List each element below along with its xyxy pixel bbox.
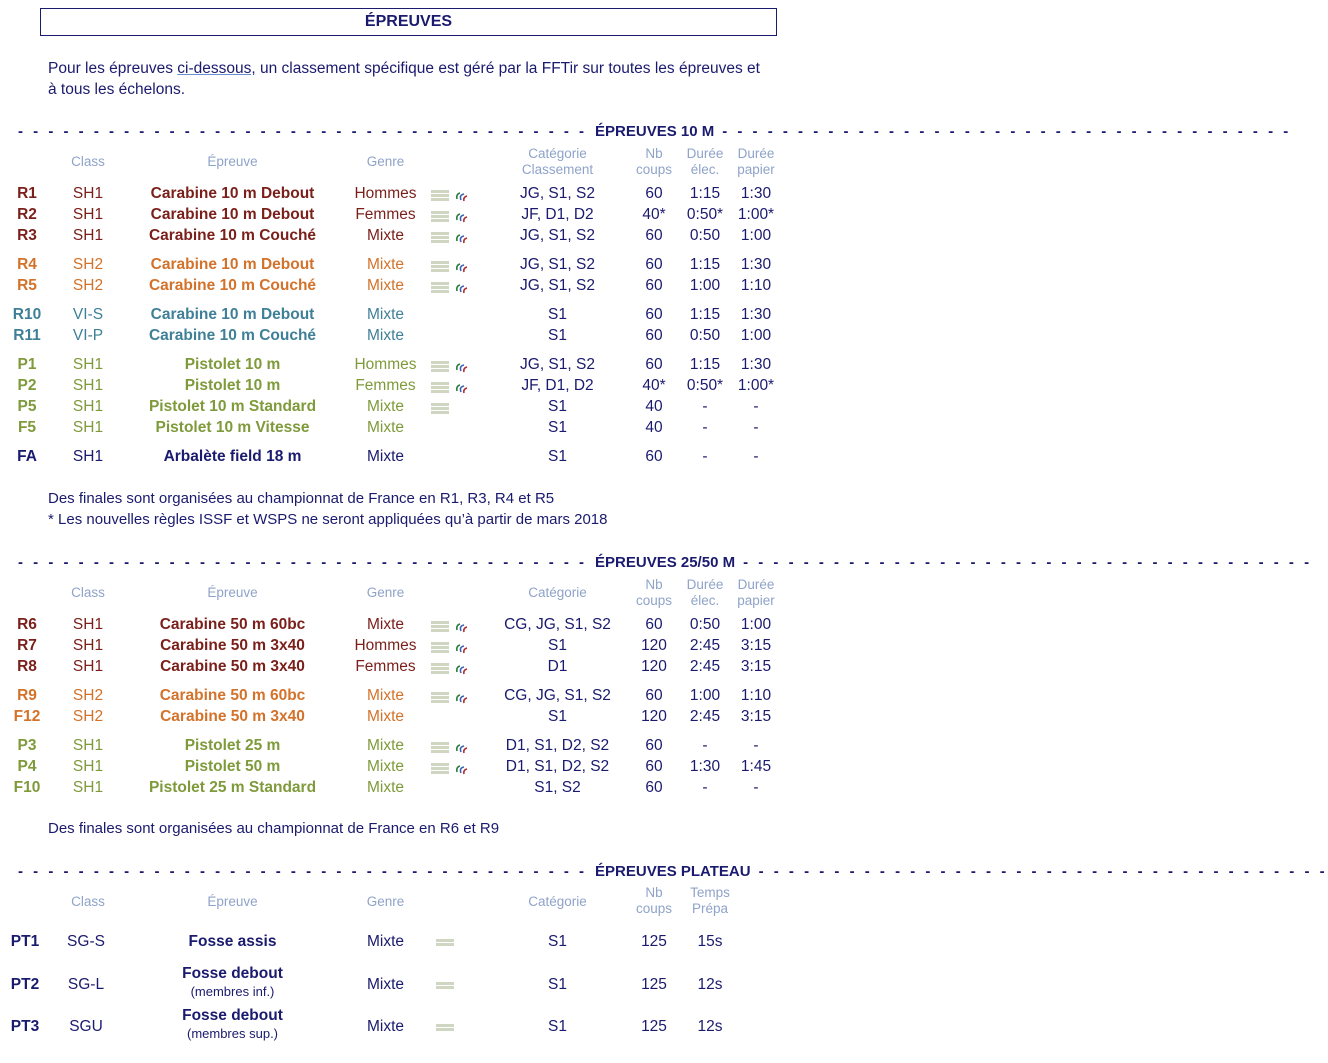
event-duree-papier: 1:00 (740, 227, 772, 244)
header-categorie: Catégorie (528, 585, 587, 600)
event-class: SH1 (72, 779, 104, 796)
event-categorie: JG, S1, S2 (520, 227, 595, 244)
event-duree-elec: 1:15 (689, 356, 721, 373)
event-categorie: JG, S1, S2 (520, 256, 595, 273)
event-name: Carabine 10 m Debout (150, 206, 315, 223)
table-row (0, 656, 800, 677)
shooting-sport-logo-icon (431, 260, 449, 270)
header-elec-line1: Durée (686, 146, 724, 161)
event-nb-coups: 120 (641, 658, 667, 675)
table-row (0, 1007, 800, 1052)
paralympic-agitos-icon (455, 761, 469, 773)
event-duree-papier: 1:45 (740, 758, 772, 775)
event-nb-coups: 125 (641, 976, 667, 993)
paralympic-agitos-icon (455, 661, 469, 673)
event-nb-coups: 60 (645, 448, 663, 465)
event-nb-coups: 120 (641, 708, 667, 725)
event-code: F5 (17, 419, 37, 436)
shooting-sport-logo-icon (431, 210, 449, 220)
event-code: P4 (17, 758, 37, 775)
event-categorie: D1 (547, 658, 568, 675)
event-categorie: S1 (548, 933, 567, 950)
event-categorie: S1 (548, 1018, 567, 1035)
table-row (0, 183, 800, 204)
table-row (0, 446, 800, 467)
paralympic-agitos-icon (455, 690, 469, 702)
event-genre: Hommes (354, 185, 417, 202)
event-nb-coups: 40* (642, 206, 666, 223)
event-nb-coups: 40 (645, 419, 663, 436)
event-code: P3 (17, 737, 37, 754)
paralympic-agitos-icon (455, 359, 469, 371)
paralympic-agitos-icon (455, 740, 469, 752)
event-code: R2 (17, 206, 37, 223)
table-row (0, 396, 800, 417)
table-row (0, 375, 800, 396)
event-genre: Mixte (366, 227, 405, 244)
event-code: PT1 (10, 933, 40, 950)
event-code: PT3 (10, 1018, 40, 1035)
header-epreuve: Épreuve (207, 154, 258, 169)
event-nb-coups: 60 (645, 256, 663, 273)
event-nb-coups: 60 (645, 356, 663, 373)
event-subtitle: (membres inf.) (190, 984, 275, 999)
event-nb-coups: 60 (645, 737, 663, 754)
header-nb-line1: Nb (645, 885, 663, 900)
intro-underlined: ci-dessous, (177, 60, 256, 77)
paralympic-agitos-icon (455, 230, 469, 242)
header-genre: Genre (366, 894, 405, 909)
event-class: SG-S (67, 933, 105, 950)
table-row (0, 254, 800, 275)
event-duree-papier: 1:00 (740, 616, 772, 633)
header-categorie (495, 146, 620, 178)
event-name: Carabine 10 m Debout (150, 256, 315, 273)
event-duree-papier: 1:00 (740, 327, 772, 344)
table-row (0, 275, 800, 296)
event-genre: Mixte (366, 327, 405, 344)
shooting-sport-logo-icon (431, 691, 449, 701)
event-class: SH1 (72, 227, 104, 244)
event-duree-papier: 1:00* (737, 206, 775, 223)
table-row (0, 965, 800, 1010)
shooting-sport-logo-icon (431, 360, 449, 370)
event-genre: Mixte (366, 306, 405, 323)
event-categorie: S1, S2 (534, 779, 581, 796)
event-genre: Mixte (366, 1018, 405, 1035)
event-genre: Femmes (355, 658, 416, 675)
event-categorie: S1 (548, 327, 567, 344)
event-name: Pistolet 25 m Standard (148, 779, 317, 796)
event-name: Carabine 10 m Couché (148, 227, 317, 244)
event-duree-papier: 1:30 (740, 306, 772, 323)
event-categorie: JG, S1, S2 (520, 356, 595, 373)
event-categorie: JF, D1, D2 (521, 377, 594, 394)
event-duree-papier: 1:30 (740, 256, 772, 273)
event-nb-coups: 60 (645, 327, 663, 344)
event-duree-elec: 0:50 (689, 227, 721, 244)
event-genre: Femmes (355, 206, 416, 223)
header-categorie: Catégorie (528, 894, 587, 909)
event-nb-coups: 60 (645, 306, 663, 323)
paralympic-agitos-icon (455, 209, 469, 221)
header-nb (632, 146, 676, 178)
event-name: Carabine 10 m Couché (148, 277, 317, 294)
event-duree-elec: 0:50* (686, 377, 724, 394)
shooting-sport-logo-icon (431, 189, 449, 199)
table-row (0, 354, 800, 375)
event-categorie: JF, D1, D2 (521, 206, 594, 223)
table-row (0, 614, 800, 635)
event-temps-prepa: 12s (697, 976, 723, 993)
event-duree-elec: 1:00 (689, 277, 721, 294)
header-elec (679, 577, 731, 609)
event-duree-elec: 2:45 (689, 658, 721, 675)
table-row (0, 777, 800, 798)
header-temps-line2: Prépa (691, 901, 729, 916)
header-temps (679, 885, 741, 917)
event-nb-coups: 60 (645, 616, 663, 633)
event-duree-elec: - (702, 398, 708, 415)
section-10m-title: ÉPREUVES 10 M (595, 122, 715, 140)
event-duree-papier: 1:10 (740, 277, 772, 294)
event-categorie: JG, S1, S2 (520, 277, 595, 294)
event-genre: Mixte (366, 758, 405, 775)
table-row (0, 225, 800, 246)
event-class: SGU (69, 1018, 103, 1035)
shooting-sport-logo-icon (436, 938, 454, 948)
header-nb-line2: coups (635, 162, 673, 177)
event-code: P2 (17, 377, 37, 394)
header-elec-line2: élec. (690, 162, 720, 177)
table-row (0, 756, 800, 777)
shooting-sport-logo-icon (431, 620, 449, 630)
event-duree-papier: 3:15 (740, 658, 772, 675)
shooting-sport-logo-icon (431, 231, 449, 241)
event-duree-papier: - (753, 737, 759, 754)
header-genre: Genre (366, 154, 405, 169)
event-categorie: S1 (548, 398, 567, 415)
event-nb-coups: 60 (645, 779, 663, 796)
event-duree-elec: 1:00 (689, 687, 721, 704)
event-genre: Mixte (366, 448, 405, 465)
paralympic-agitos-icon (455, 380, 469, 392)
shooting-sport-logo-icon (431, 741, 449, 751)
event-name: Fosse assis (188, 933, 277, 950)
event-code: R9 (17, 687, 37, 704)
event-nb-coups: 125 (641, 1018, 667, 1035)
intro-part2: un classement spécifique est géré par la FFTir sur toutes les épreuves et à tous les échelons. (48, 60, 760, 98)
header-nb-line1: Nb (645, 146, 663, 161)
event-class: SH2 (72, 256, 104, 273)
event-nb-coups: 125 (641, 933, 667, 950)
shooting-sport-logo-icon (431, 662, 449, 672)
table-row (0, 635, 800, 656)
event-code: R6 (17, 616, 37, 633)
event-nb-coups: 60 (645, 185, 663, 202)
event-class: SH1 (72, 356, 104, 373)
shooting-sport-logo-icon (436, 1023, 454, 1033)
event-class: SH1 (72, 616, 104, 633)
event-temps-prepa: 15s (697, 933, 723, 950)
event-duree-elec: - (702, 419, 708, 436)
event-genre: Hommes (354, 637, 417, 654)
event-name: Carabine 50 m 3x40 (160, 658, 305, 675)
event-categorie: S1 (548, 448, 567, 465)
event-name: Pistolet 50 m (184, 758, 281, 775)
header-papier (730, 577, 782, 609)
event-duree-papier: 3:15 (740, 637, 772, 654)
event-code: F10 (13, 779, 41, 796)
shooting-sport-logo-icon (431, 402, 449, 412)
event-duree-elec: 0:50 (689, 327, 721, 344)
section-plateau-heading: - - - - - - - - - - - - - - - - - - - - - - - - - - - - - - - - - - - - - - ÉPREUVES PLATEAU - - - - - - - - - - - - - - - - - - - - - - - - - - - - - - - - - - - - - - (18, 862, 1328, 880)
event-class: SH1 (72, 398, 104, 415)
event-duree-elec: - (702, 737, 708, 754)
event-genre: Mixte (366, 256, 405, 273)
event-duree-papier: - (753, 398, 759, 415)
event-code: R11 (13, 327, 41, 344)
paralympic-agitos-icon (455, 259, 469, 271)
event-code: R8 (17, 658, 37, 675)
header-nb-line2: coups (635, 901, 673, 916)
shooting-sport-logo-icon (431, 281, 449, 291)
event-nb-coups: 60 (645, 227, 663, 244)
event-duree-elec: - (702, 779, 708, 796)
event-name: Fosse debout (182, 1007, 283, 1024)
header-elec (679, 146, 731, 178)
header-elec-line1: Durée (686, 577, 724, 592)
event-code: R3 (17, 227, 37, 244)
event-categorie: S1 (548, 708, 567, 725)
section-2550m-title: ÉPREUVES 25/50 M (595, 553, 736, 571)
event-class: SH1 (72, 658, 104, 675)
event-genre: Mixte (366, 687, 405, 704)
table-row (0, 304, 800, 325)
event-genre: Mixte (366, 933, 405, 950)
event-name: Carabine 50 m 3x40 (160, 637, 305, 654)
event-code: PT2 (10, 976, 40, 993)
header-pap-line1: Durée (737, 146, 775, 161)
header-nb (632, 885, 676, 917)
event-name: Pistolet 25 m (184, 737, 281, 754)
event-categorie: CG, JG, S1, S2 (504, 687, 611, 704)
rules-note-10m: * Les nouvelles règles ISSF et WSPS ne seront appliquées qu’à partir de mars 2018 (48, 511, 608, 528)
section-10m-heading: - - - - - - - - - - - - - - - - - - - - - - - - - - - - - - - - - - - - - - ÉPREUVES 10 M - - - - - - - - - - - - - - - - - - - - - - - - - - - - - - - - - - - - - - (18, 122, 1292, 140)
header-pap-line1: Durée (737, 577, 775, 592)
event-duree-elec: 1:15 (689, 185, 721, 202)
shooting-sport-logo-icon (431, 762, 449, 772)
shooting-sport-logo-icon (436, 981, 454, 991)
event-class: SH1 (72, 185, 104, 202)
header-pap-line2: papier (737, 162, 775, 177)
finals-note-10m: Des finales sont organisées au championnat de France en R1, R3, R4 et R5 (48, 490, 555, 507)
event-class: SH1 (72, 377, 104, 394)
event-genre: Mixte (366, 976, 405, 993)
shooting-sport-logo-icon (431, 381, 449, 391)
event-genre: Mixte (366, 277, 405, 294)
table-row (0, 325, 800, 346)
event-class: SH2 (72, 277, 104, 294)
event-name: Carabine 50 m 60bc (159, 687, 306, 704)
table-row (0, 417, 800, 438)
event-genre: Mixte (366, 708, 405, 725)
header-temps-line1: Temps (690, 885, 730, 900)
event-class: SG-L (67, 976, 105, 993)
event-class: SH1 (72, 758, 104, 775)
header-class: Class (71, 154, 105, 169)
event-class: VI-P (72, 327, 104, 344)
paralympic-agitos-icon (455, 619, 469, 631)
event-code: F12 (13, 708, 41, 725)
event-class: SH1 (72, 419, 104, 436)
event-name: Carabine 50 m 60bc (159, 616, 306, 633)
table-row (0, 204, 800, 225)
event-categorie: D1, S1, D2, S2 (505, 758, 610, 775)
event-duree-elec: 1:15 (689, 256, 721, 273)
header-papier (730, 146, 782, 178)
table-row (0, 735, 800, 756)
header-pap-line2: papier (737, 593, 775, 608)
event-class: VI-S (72, 306, 104, 323)
event-categorie: CG, JG, S1, S2 (504, 616, 611, 633)
event-name: Carabine 10 m Couché (148, 327, 317, 344)
section-2550m-heading: - - - - - - - - - - - - - - - - - - - - - - - - - - - - - - - - - - - - - - ÉPREUVES 25/50 M - - - - - - - - - - - - - - - - - - - - - - - - - - - - - - - - - - - - - - (18, 553, 1313, 571)
event-duree-elec: - (702, 448, 708, 465)
event-categorie: D1, S1, D2, S2 (505, 737, 610, 754)
event-nb-coups: 60 (645, 758, 663, 775)
event-code: FA (17, 448, 37, 465)
event-genre: Mixte (366, 419, 405, 436)
event-duree-elec: 2:45 (689, 637, 721, 654)
event-code: R10 (12, 306, 42, 323)
event-name: Arbalète field 18 m (163, 448, 302, 465)
event-class: SH1 (72, 637, 104, 654)
event-code: R4 (17, 256, 37, 273)
event-name: Pistolet 10 m (184, 377, 281, 394)
page-title: ÉPREUVES (40, 8, 777, 36)
event-duree-elec: 1:15 (689, 306, 721, 323)
event-temps-prepa: 12s (697, 1018, 723, 1035)
header-elec-line2: élec. (690, 593, 720, 608)
event-class: SH2 (72, 687, 104, 704)
event-duree-elec: 2:45 (689, 708, 721, 725)
event-categorie: S1 (548, 419, 567, 436)
event-class: SH1 (72, 448, 104, 465)
header-cat-line2: Classement (521, 162, 594, 177)
header-nb (632, 577, 676, 609)
event-name: Pistolet 10 m Vitesse (155, 419, 310, 436)
intro-text (48, 58, 760, 100)
event-categorie: S1 (548, 306, 567, 323)
event-class: SH1 (72, 206, 104, 223)
paralympic-agitos-icon (455, 640, 469, 652)
table-row (0, 685, 800, 706)
event-code: R5 (17, 277, 37, 294)
event-duree-elec: 1:30 (689, 758, 721, 775)
event-genre: Femmes (355, 377, 416, 394)
event-code: P5 (17, 398, 37, 415)
table-row (0, 706, 800, 727)
event-nb-coups: 40 (645, 398, 663, 415)
event-subtitle: (membres sup.) (186, 1026, 279, 1041)
header-class: Class (71, 894, 105, 909)
header-cat-line1: Catégorie (528, 146, 587, 161)
header-nb-line2: coups (635, 593, 673, 608)
section-plateau-title: ÉPREUVES PLATEAU (595, 862, 751, 880)
intro-part1: Pour les épreuves (48, 60, 178, 77)
event-duree-papier: 1:00* (737, 377, 775, 394)
paralympic-agitos-icon (455, 280, 469, 292)
event-categorie: S1 (548, 637, 567, 654)
event-duree-papier: 3:15 (740, 708, 772, 725)
event-duree-papier: 1:30 (740, 185, 772, 202)
event-categorie: JG, S1, S2 (520, 185, 595, 202)
event-name: Carabine 10 m Debout (150, 185, 315, 202)
event-categorie: S1 (548, 976, 567, 993)
event-name: Pistolet 10 m (184, 356, 281, 373)
event-duree-papier: - (753, 448, 759, 465)
event-duree-elec: 0:50* (686, 206, 724, 223)
header-epreuve: Épreuve (207, 585, 258, 600)
header-genre: Genre (366, 585, 405, 600)
event-name: Fosse debout (182, 965, 283, 982)
event-name: Carabine 10 m Debout (150, 306, 315, 323)
event-duree-elec: 0:50 (689, 616, 721, 633)
event-class: SH1 (72, 737, 104, 754)
event-duree-papier: - (753, 779, 759, 796)
event-genre: Mixte (366, 616, 405, 633)
event-nb-coups: 60 (645, 277, 663, 294)
event-code: R7 (17, 637, 37, 654)
header-nb-line1: Nb (645, 577, 663, 592)
event-code: P1 (17, 356, 37, 373)
paralympic-agitos-icon (455, 188, 469, 200)
event-genre: Hommes (354, 356, 417, 373)
event-duree-papier: 1:10 (740, 687, 772, 704)
event-class: SH2 (72, 708, 104, 725)
finals-note-2550m: Des finales sont organisées au championnat de France en R6 et R9 (48, 820, 500, 837)
event-duree-papier: 1:30 (740, 356, 772, 373)
event-nb-coups: 60 (645, 687, 663, 704)
event-genre: Mixte (366, 398, 405, 415)
event-name: Carabine 50 m 3x40 (160, 708, 305, 725)
event-code: R1 (17, 185, 37, 202)
event-genre: Mixte (366, 737, 405, 754)
header-class: Class (71, 585, 105, 600)
event-name: Pistolet 10 m Standard (148, 398, 317, 415)
event-nb-coups: 40* (642, 377, 666, 394)
event-nb-coups: 120 (641, 637, 667, 654)
event-genre: Mixte (366, 779, 405, 796)
shooting-sport-logo-icon (431, 641, 449, 651)
event-duree-papier: - (753, 419, 759, 436)
header-epreuve: Épreuve (207, 894, 258, 909)
